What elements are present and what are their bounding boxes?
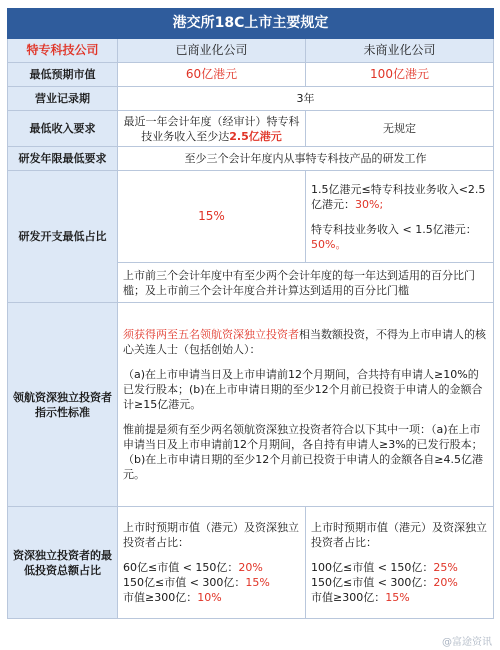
min-investment-commercial-tier-3 bbox=[123, 590, 300, 605]
value-rd-years: 至少三个会计年度内从事特专科技产品的研发工作 bbox=[118, 147, 494, 171]
value-revenue-precommercial: 无规定 bbox=[306, 111, 494, 147]
tier-pct: 10% bbox=[197, 591, 222, 604]
row-min-investment bbox=[8, 507, 494, 619]
min-investment-commercial-tier-1 bbox=[123, 560, 300, 575]
value-revenue-commercial bbox=[118, 111, 306, 147]
tier-pct: 20% bbox=[433, 576, 458, 589]
label-track-record: 营业记录期 bbox=[8, 87, 118, 111]
min-investment-precommercial-tier-1 bbox=[311, 560, 488, 575]
rd-ratio-tier-2-pct: 50%。 bbox=[311, 237, 347, 251]
tier-pct: 25% bbox=[433, 561, 458, 574]
label-revenue: 最低收入要求 bbox=[8, 111, 118, 147]
label-min-investment: 资深独立投资者的最低投资总额占比 bbox=[8, 507, 118, 619]
min-investment-commercial-intro: 上市时预期市值（港元）及资深独立投资者占比： bbox=[123, 521, 299, 549]
rd-ratio-tier-2 bbox=[311, 222, 488, 252]
rd-ratio-tier-1-pct: 30%; bbox=[355, 197, 384, 211]
header-col-precommercial: 未商业化公司 bbox=[306, 39, 494, 63]
watermark: @富途资讯 bbox=[442, 637, 492, 648]
value-rd-ratio-precommercial bbox=[306, 171, 494, 263]
min-investment-precommercial-tier-2 bbox=[311, 575, 488, 590]
tier-range: 60亿≤市值 < 150亿： bbox=[123, 561, 239, 574]
row-track-record bbox=[8, 87, 494, 111]
rd-ratio-tier-1 bbox=[311, 182, 488, 212]
header-col-commercial: 已商业化公司 bbox=[118, 39, 306, 63]
row-market-cap bbox=[8, 63, 494, 87]
tier-range: 150亿≤市值 < 300亿： bbox=[311, 576, 434, 589]
header-row bbox=[8, 39, 494, 63]
title-row bbox=[8, 9, 494, 39]
label-market-cap: 最低预期市值 bbox=[8, 63, 118, 87]
header-col-category: 特专科技公司 bbox=[8, 39, 118, 63]
tier-pct: 15% bbox=[245, 576, 270, 589]
value-track-record: 3年 bbox=[118, 87, 494, 111]
value-market-cap-commercial: 60亿港元 bbox=[118, 63, 306, 87]
row-lead-investor bbox=[8, 303, 494, 507]
tier-range: 市值≥300亿： bbox=[123, 591, 198, 604]
rules-table bbox=[7, 8, 494, 619]
value-min-investment-precommercial bbox=[306, 507, 494, 619]
revenue-commercial-amount: 2.5亿港元 bbox=[229, 129, 282, 143]
lead-investor-requirement-rest: 相当数额投资，不得为上市申请人的核心关连人士（包括创始人）： bbox=[123, 328, 486, 356]
label-rd-ratio: 研发开支最低占比 bbox=[8, 171, 118, 303]
value-rd-ratio-note: 上市前三个会计年度中有至少两个会计年度的每一年达到适用的百分比门槛；及上市前三个会计年度合并计算达到适用的百分比门槛 bbox=[118, 263, 494, 303]
label-lead-investor: 领航资深独立投资者指示性标准 bbox=[8, 303, 118, 507]
lead-investor-para-2: （a)在上市申请当日及上市申请前12个月期间，合共持有申请人≥10%的已发行股本；(b)在上市申请日期的至少12个月前已投资于申请人的金额合计≥15亿港元。 bbox=[123, 368, 483, 411]
row-rd-ratio bbox=[8, 171, 494, 263]
lead-investor-para-3: 惟前提是须有至少两名领航资深独立投资者符合以下其中一项：（a)在上市申请当日及上市申请前12个月期间，各自持有申请人≥3%的已发行股本；（b)在上市申请日期的至少12个月前已投资于申请人的金额各自≥4.5亿港元。 bbox=[123, 423, 483, 481]
tier-range: 150亿≤市值 < 300亿： bbox=[123, 576, 246, 589]
tier-pct: 20% bbox=[238, 561, 263, 574]
min-investment-precommercial-intro: 上市时预期市值（港元）及资深独立投资者占比： bbox=[311, 521, 487, 549]
value-rd-ratio-commercial: 15% bbox=[118, 171, 306, 263]
row-revenue bbox=[8, 111, 494, 147]
tier-pct: 15% bbox=[385, 591, 410, 604]
value-min-investment-commercial bbox=[118, 507, 306, 619]
value-market-cap-precommercial: 100亿港元 bbox=[306, 63, 494, 87]
tier-range: 市值≥300亿： bbox=[311, 591, 386, 604]
label-rd-years: 研发年限最低要求 bbox=[8, 147, 118, 171]
value-lead-investor bbox=[118, 303, 494, 507]
rd-ratio-tier-1-range: 1.5亿港元≤特专科技业务收入<2.5亿港元： bbox=[311, 182, 486, 211]
min-investment-commercial-tier-2 bbox=[123, 575, 300, 590]
tier-range: 100亿≤市值 < 150亿： bbox=[311, 561, 434, 574]
rd-ratio-tier-2-range: 特专科技业务收入 < 1.5亿港元： bbox=[311, 222, 477, 236]
revenue-commercial-text: 最近一年会计年度（经审计）特专科技业务收入至少达 bbox=[123, 114, 300, 143]
row-rd-years bbox=[8, 147, 494, 171]
min-investment-precommercial-tier-3 bbox=[311, 590, 488, 605]
page-title: 港交所18C上市主要规定 bbox=[8, 9, 494, 39]
lead-investor-para-1 bbox=[123, 327, 488, 357]
lead-investor-requirement: 须获得两至五名领航资深独立投资者 bbox=[123, 328, 299, 341]
